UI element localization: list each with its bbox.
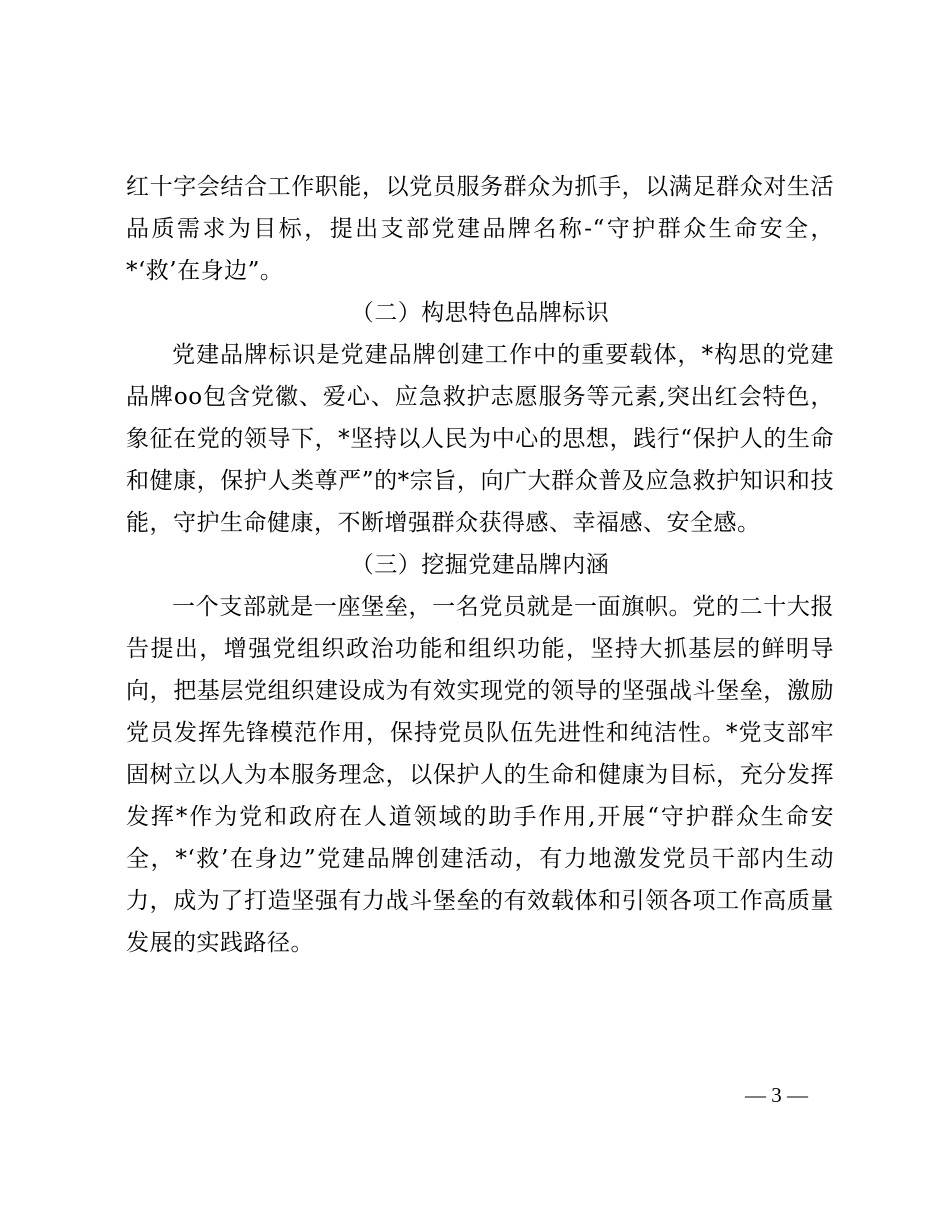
section-paragraph-2: 党建品牌标识是党建品牌创建工作中的重要载体，*构思的党建品牌oo包含党徽、爱心、应急救护志愿服务等元素,突出红会特色，象征在党的领导下，*坚持以人民为中心的思想，践行“保护人的生命和健康，保护人类尊严”的*宗旨，向广大群众普及应急救护知识和技能，守护生命健康，不断增强群众获得感、幸福感、安全感。 (126, 342, 834, 536)
page-number: — 3 — (745, 1083, 808, 1107)
section-heading-3: （三）挖掘党建品牌内涵 (350, 552, 610, 578)
section-heading-2: （二）构思特色品牌标识 (350, 300, 610, 326)
continuation-paragraph: 红十字会结合工作职能，以党员服务群众为抓手，以满足群众对生活品质需求为目标，提出支部党建品牌名称-“守护群众生命安全，*‘救’在身边”。 (126, 174, 834, 284)
section-paragraph-3: 一个支部就是一座堡垒，一名党员就是一面旗帜。党的二十大报告提出，增强党组织政治功能和组织功能，坚持大抓基层的鲜明导向，把基层党组织建设成为有效实现党的领导的坚强战斗堡垒，激励党员发挥先锋模范作用，保持党员队伍先进性和纯洁性。*党支部牢固树立以人为本服务理念，以保护人的生命和健康为目标，充分发挥发挥*作为党和政府在人道领域的助手作用,开展“守护群众生命安全，*‘救’在身边”党建品牌创建活动，有力地激发党员干部内生动力，成为了打造坚强有力战斗堡垒的有效载体和引领各项工作高质量发展的实践路径。 (126, 594, 834, 956)
document-body (126, 166, 834, 964)
